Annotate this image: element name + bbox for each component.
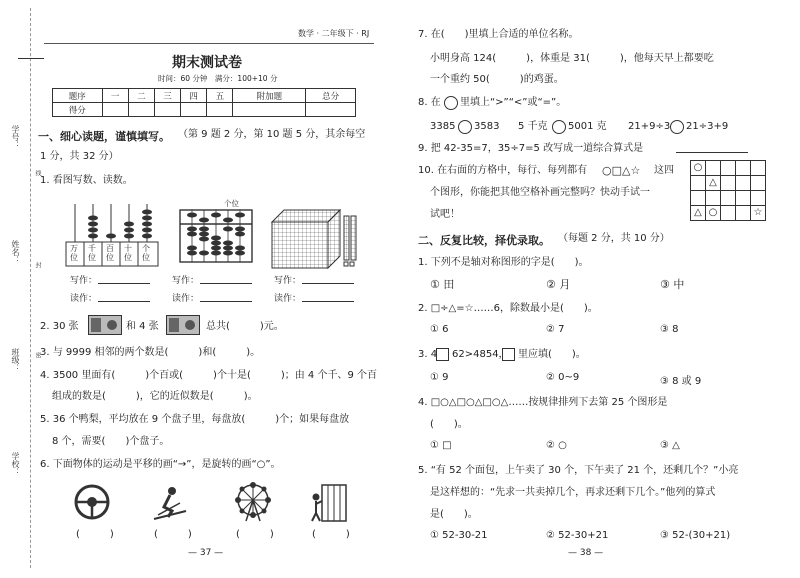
s2-q5-text-line3: 是( )。 [430, 509, 478, 520]
s2-q1-text: 1. 下列不是轴对称图形的字是( )。 [418, 257, 589, 268]
banknote-icon [88, 315, 122, 335]
q8-text-b: 里填上“>”“<”或“=”。 [460, 97, 567, 108]
q5-text: 5. 36 个鸭梨，平均放在 9 个盘子里，每盘放( )个；如果每盘放 [40, 414, 350, 425]
score-input-cell[interactable] [306, 103, 356, 117]
score-cell: 题序 [53, 89, 103, 103]
q2-text-b: 和 4 张 [126, 321, 159, 332]
s2-q5-text-line2: 是这样想的：“先求一共卖掉几个，再求还剩下几个。”他列的算式 [430, 487, 716, 498]
score-input-cell[interactable] [207, 103, 233, 117]
q10-text-end: 这四 [654, 165, 674, 176]
subject-header: 数学 · 二年级下 · RJ [298, 29, 370, 38]
q10-text-line2: 个图形，你能把其他空格补画完整吗？快动手试一 [430, 187, 650, 198]
grid-cell[interactable] [706, 191, 721, 206]
grid-cell[interactable] [691, 176, 706, 191]
binding-mi: 密 [34, 352, 41, 358]
banknote-icon [166, 315, 200, 335]
abacus-label: 百位 [106, 244, 114, 262]
s2-q3-option-2[interactable]: ② 0~9 [546, 372, 580, 383]
s2-q2-option-3[interactable]: ③ 8 [660, 324, 679, 335]
grid-cell[interactable] [736, 161, 751, 176]
read-label: 读作： [70, 294, 98, 304]
q8-compare-2a: 5 千克 [518, 121, 548, 132]
section1-heading: 一、细心读题，谨慎填写。 [38, 130, 170, 143]
grid-cell[interactable] [736, 176, 751, 191]
q7-text-line2: 一个重约 50( )的鸡蛋。 [430, 74, 564, 85]
section1-note-cont: 1 分，共 32 分） [40, 151, 119, 162]
s2-q4-text: 4. □○△□○△□○△……按规律排列下去第 25 个图形是 [418, 397, 668, 408]
triangle-shape-icon: △ [622, 164, 631, 177]
write-answer-blank[interactable] [98, 273, 150, 284]
blank-square [502, 348, 515, 361]
page-number: — 37 — [188, 548, 224, 558]
score-input-cell[interactable] [128, 103, 154, 117]
read-label: 读作： [274, 294, 302, 304]
grid-cell[interactable] [736, 206, 751, 221]
s2-q4-option-1[interactable]: ① □ [430, 440, 452, 451]
score-cell: 总分 [306, 89, 356, 103]
grid-cell[interactable] [721, 206, 736, 221]
s2-q1-option-2[interactable]: ② 月 [546, 278, 571, 291]
write-label: 写作： [70, 276, 98, 286]
score-table [52, 88, 356, 117]
q4-text-cont: 组成的数是( )，它的近似数是( )。 [52, 391, 258, 402]
write-label: 写作： [172, 276, 200, 286]
student-no-line [18, 58, 44, 59]
q5-text-cont: 8 个，需要( )个盘子。 [52, 436, 170, 447]
q8-compare-1a: 3385 [430, 121, 456, 132]
q2-text-c: 总共( )元。 [206, 321, 284, 332]
class-label: 班级： [11, 348, 20, 372]
q10-text: 10. 在右面的方格中，每行、每列都有 [418, 165, 588, 176]
q7-text: 7. 在( )里填上合适的单位名称。 [418, 29, 579, 40]
q9-answer-blank[interactable] [676, 142, 748, 153]
circle-shape-icon: ○ [602, 164, 612, 177]
s2-q1-option-1[interactable]: ① 田 [430, 278, 455, 291]
grid-cell[interactable] [706, 161, 721, 176]
binding-line [30, 8, 31, 568]
s2-q5-text: 5. “有 52 个面包，上午卖了 30 个，下午卖了 21 个，还剩几个？”小亮 [418, 465, 739, 476]
q6-answer-paren[interactable]: ( ) [312, 529, 350, 540]
s2-q5-option-1[interactable]: ① 52-30-21 [430, 530, 488, 541]
s2-q4-option-3[interactable]: ③ △ [660, 440, 680, 451]
exam-info: 时间：60 分钟 满分：100+10 分 [158, 74, 278, 83]
abacus-label: 万位 [70, 244, 78, 262]
grid-cell[interactable] [751, 176, 766, 191]
grid-cell[interactable]: △ [706, 176, 721, 191]
grid-cell[interactable]: ○ [706, 206, 721, 221]
read-label: 读作： [172, 294, 200, 304]
s2-q5-option-2[interactable]: ② 52-30+21 [546, 530, 609, 541]
square-shape-icon: □ [611, 164, 623, 177]
q1-text: 1. 看图写数、读数。 [40, 175, 133, 186]
write-label: 写作： [274, 276, 302, 286]
read-answer-blank[interactable] [200, 291, 252, 302]
write-answer-blank[interactable] [302, 273, 354, 284]
abacus-figure-2 [178, 208, 254, 268]
s2-q3-option-3[interactable]: ③ 8 或 9 [660, 376, 702, 387]
ferris-wheel-icon [232, 481, 274, 523]
compare-circle[interactable] [670, 120, 684, 134]
q6-answer-paren[interactable]: ( ) [236, 529, 274, 540]
s2-q2-option-1[interactable]: ① 6 [430, 324, 449, 335]
score-table-score-row [53, 103, 356, 117]
q8-compare-2b: 5001 克 [568, 121, 607, 132]
sliding-door-icon [308, 481, 348, 523]
grid-cell[interactable]: ☆ [751, 206, 766, 221]
s2-q3-text-a: 3. 4 [418, 349, 438, 360]
score-input-cell[interactable] [154, 103, 180, 117]
s2-q2-option-2[interactable]: ② 7 [546, 324, 565, 335]
q8-compare-3b: 21÷3+9 [686, 121, 729, 132]
grid-cell[interactable] [721, 176, 736, 191]
compare-circle[interactable] [552, 120, 566, 134]
thousand-cube-figure [270, 208, 360, 270]
s2-q3-text-b: 62>4854， [452, 349, 509, 360]
blank-square[interactable] [436, 348, 449, 361]
score-cell: 得分 [53, 103, 103, 117]
score-cell: 三 [154, 89, 180, 103]
q8-compare-1b: 3583 [474, 121, 500, 132]
q6-answer-paren[interactable]: ( ) [154, 529, 192, 540]
student-no-label: 学号： [11, 125, 20, 149]
grid-cell[interactable] [691, 191, 706, 206]
read-answer-blank[interactable] [302, 291, 354, 302]
abacus-label: 个位 [142, 244, 150, 262]
grid-cell[interactable] [721, 161, 736, 176]
s2-q4-text-cont: ( )。 [430, 419, 468, 430]
score-table-header-row [53, 89, 356, 103]
binding-xian: 线 [34, 170, 41, 176]
read-answer-blank[interactable] [98, 291, 150, 302]
grid-cell[interactable]: △ [691, 206, 706, 221]
q6-text: 6. 下面物体的运动是平移的画“→”，是旋转的画“○”。 [40, 459, 281, 470]
q3-text: 3. 与 9999 相邻的两个数是( )和( )。 [40, 347, 261, 358]
s2-q2-text: 2. □÷△=☆……6，除数最小是( )。 [418, 303, 598, 314]
score-input-cell[interactable] [233, 103, 306, 117]
ge-wei-label: 个位 [224, 199, 239, 208]
score-cell: 五 [207, 89, 233, 103]
score-input-cell[interactable] [181, 103, 207, 117]
header-rule [44, 43, 374, 44]
score-input-cell[interactable] [102, 103, 128, 117]
section1-note: （第 9 题 2 分，第 10 题 5 分，其余每空 [178, 129, 366, 140]
compare-circle [444, 96, 458, 110]
grid-cell[interactable] [751, 191, 766, 206]
q6-answer-paren[interactable]: ( ) [76, 529, 114, 540]
binding-feng: 封 [34, 262, 41, 268]
s2-q3-option-1[interactable]: ① 9 [430, 372, 449, 383]
s2-q4-option-2[interactable]: ② ○ [546, 440, 567, 451]
q8-text-a: 8. 在 [418, 97, 441, 108]
section2-note: （每题 2 分，共 10 分） [558, 233, 670, 244]
shape-grid [690, 160, 766, 221]
q10-text-line3: 试吧！ [430, 209, 460, 220]
steering-wheel-icon [72, 483, 112, 521]
grid-cell[interactable]: ○ [691, 161, 706, 176]
s2-q3-text-c: 里应填( )。 [518, 349, 586, 360]
q2-text-a: 2. 30 张 [40, 321, 79, 332]
school-label: 学校： [11, 452, 20, 476]
abacus-label: 十位 [124, 244, 132, 262]
page-number: — 38 — [568, 548, 604, 558]
score-cell: 四 [181, 89, 207, 103]
name-label: 姓名： [11, 240, 20, 264]
q10-shapes [602, 164, 640, 177]
score-cell: 二 [128, 89, 154, 103]
abacus-label: 千位 [88, 244, 96, 262]
grid-cell[interactable] [721, 191, 736, 206]
section2-heading: 二、反复比较，择优录取。 [418, 234, 550, 247]
write-answer-blank[interactable] [200, 273, 252, 284]
q4-text: 4. 3500 里面有( )个百或( )个十是( )；由 4 个千、9 个百 [40, 370, 378, 381]
score-cell: 一 [102, 89, 128, 103]
grid-cell[interactable] [736, 191, 751, 206]
s2-q5-option-3[interactable]: ③ 52-(30+21) [660, 530, 731, 541]
s2-q1-option-3[interactable]: ③ 中 [660, 278, 685, 291]
grid-cell[interactable] [751, 161, 766, 176]
compare-circle[interactable] [458, 120, 472, 134]
exam-title: 期末测试卷 [172, 55, 242, 71]
q7-text-line1: 小明身高 124( )，体重是 31( )，他每天早上都要吃 [430, 53, 714, 64]
skier-icon [150, 483, 190, 523]
score-cell: 附加题 [233, 89, 306, 103]
star-shape-icon: ☆ [630, 164, 641, 177]
q8-compare-3a: 21+9÷3 [628, 121, 671, 132]
q9-text: 9. 把 42-35=7，35÷7=5 改写成一道综合算式是 [418, 143, 644, 154]
